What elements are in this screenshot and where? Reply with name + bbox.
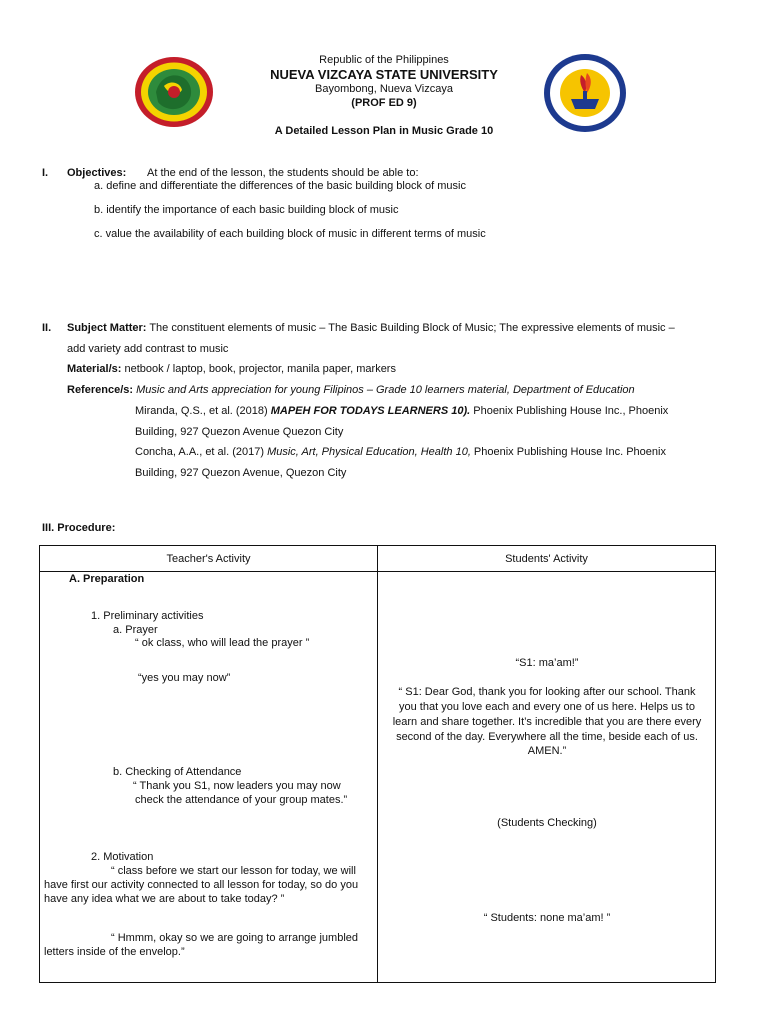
materials-text: netbook / laptop, book, projector, manila paper, markers <box>124 363 396 375</box>
reference-2-title: MAPEH FOR TODAYS LEARNERS 10). <box>270 405 471 417</box>
reference-3-title: Music, Art, Physical Education, Health 10, <box>267 446 471 458</box>
subject-heading: Subject Matter: <box>67 322 147 334</box>
prayer-label: a. Prayer <box>113 624 158 636</box>
objectives-heading: Objectives: <box>67 167 127 179</box>
subject-text: The constituent elements of music – The Basic Building Block of Music; The expressive elements of music – <box>149 322 675 334</box>
prayer-line-1: “ S1: Dear God, thank you for looking after our school. Thank <box>398 686 696 698</box>
motivation-prompt-1: “ class before we start our lesson for today, we will <box>111 865 356 877</box>
jumbled-letters-2: letters inside of the envelop.” <box>44 946 185 958</box>
cte-seal-logo <box>543 53 627 133</box>
nvsu-seal-logo <box>134 56 214 128</box>
university-name: NUEVA VIZCAYA STATE UNIVERSITY <box>270 67 498 82</box>
prayer-line-2: you that you love each and every one of us here. Helps us to <box>399 701 695 713</box>
reference-2-author: Miranda, Q.S., et al. (2018) <box>135 405 271 417</box>
references-line <box>67 383 635 397</box>
reference-2-publisher: Phoenix Publishing House Inc., Phoenix <box>470 405 669 417</box>
teacher-activity-cell <box>40 572 378 983</box>
reference-3-publisher: Phoenix Publishing House Inc. Phoenix <box>470 446 666 458</box>
student-volunteer: “S1: ma’am!” <box>515 657 579 669</box>
preparation-section: A. Preparation <box>69 573 145 585</box>
materials-label: Material/s: <box>67 363 122 375</box>
prayer-line-4: second of the day. Everywhere all the time, beside each of us. <box>396 731 698 743</box>
prayer-prompt: “ ok class, who will lead the prayer ” <box>135 637 310 649</box>
prayer-permit: “yes you may now” <box>138 672 231 684</box>
objective-item: c. value the availability of each building block of music in different terms of music <box>94 228 486 240</box>
materials-line <box>67 362 396 376</box>
course-line: (PROF ED 9) <box>351 97 417 109</box>
students-checking: (Students Checking) <box>497 817 597 829</box>
subject-matter-line <box>67 321 675 335</box>
reference-3-author: Concha, A.A., et al. (2017) <box>135 446 268 458</box>
objectives-intro: At the end of the lesson, the students should be able to: <box>147 167 419 179</box>
preliminary-activities: 1. Preliminary activities <box>91 610 204 622</box>
reference-3-address: Building, 927 Quezon Avenue, Quezon City <box>135 467 347 479</box>
objective-item: a. define and differentiate the differences of the basic building block of music <box>94 180 466 192</box>
attendance-prompt-2: check the attendance of your group mates.” <box>135 794 348 806</box>
attendance-prompt-1: “ Thank you S1, now leaders you may now <box>133 780 341 792</box>
location-line: Bayombong, Nueva Vizcaya <box>315 83 453 95</box>
prayer-line-3: learn and share together. It’s incredible that you are there every <box>392 716 702 728</box>
reference-3 <box>135 445 666 459</box>
republic-line: Republic of the Philippines <box>319 54 449 66</box>
subject-number: II. <box>42 322 52 334</box>
jumbled-letters-1: “ Hmmm, okay so we are going to arrange jumbled <box>111 932 358 944</box>
prayer-line-5: AMEN.” <box>527 745 567 757</box>
reference-1: Music and Arts appreciation for young Filipinos – Grade 10 learners material, Department of Education <box>136 384 635 396</box>
objective-item: b. identify the importance of each basic building block of music <box>94 204 399 216</box>
reference-2 <box>135 404 668 418</box>
procedure-heading: III. Procedure: <box>42 522 116 534</box>
subject-text-cont: add variety add contrast to music <box>67 343 229 355</box>
students-answer: “ Students: none ma’am! ” <box>483 912 611 924</box>
attendance-label: b. Checking of Attendance <box>113 766 242 778</box>
procedure-table <box>39 545 716 983</box>
objectives-number: I. <box>42 167 49 179</box>
motivation-prompt-2: have first our activity connected to all lesson for today, so do you <box>44 879 359 891</box>
lesson-plan-title: A Detailed Lesson Plan in Music Grade 10 <box>274 125 494 137</box>
reference-2-address: Building, 927 Quezon Avenue Quezon City <box>135 426 344 438</box>
students-column-header: Students' Activity <box>378 546 716 572</box>
motivation-label: 2. Motivation <box>91 851 154 863</box>
teacher-column-header: Teacher's Activity <box>40 546 378 572</box>
students-activity-cell <box>378 572 716 983</box>
motivation-prompt-3: have any idea what we are about to take today? ” <box>44 893 285 905</box>
references-label: Reference/s: <box>67 384 134 396</box>
